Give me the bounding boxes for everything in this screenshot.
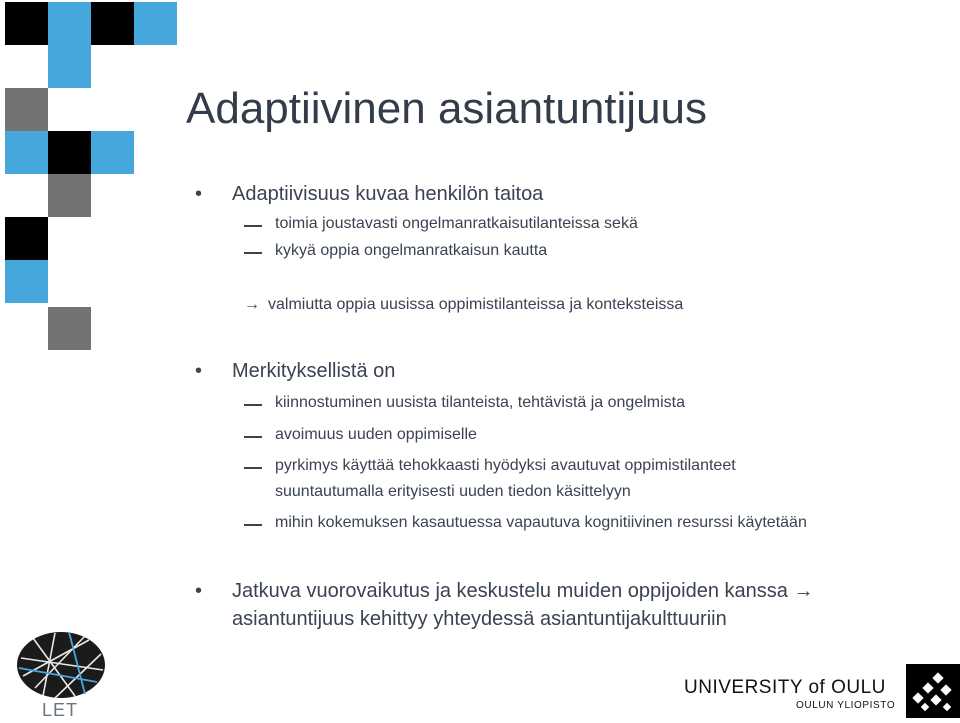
section-3-heading-line-2: asiantuntijuus kehittyy yhteydessä asiantuntijakulttuuriin [232, 608, 727, 630]
section-3-heading-text: Jatkuva vuorovaikutus ja keskustelu muiden oppijoiden kanssa [232, 580, 788, 602]
section-3-heading-line-1 [232, 580, 813, 603]
arrow-icon: → [793, 580, 814, 602]
section-2-item-3-continued: suuntautumalla erityisesti uuden tiedon käsittelyyn [275, 483, 631, 500]
dash-marker [244, 252, 262, 254]
square-gray [48, 174, 91, 217]
section-2-item-3: pyrkimys käyttää tehokkaasti hyödyksi avautuvat oppimistilanteet [275, 457, 736, 474]
dash-marker [244, 436, 262, 438]
section-2-heading: Merkityksellistä on [232, 360, 396, 382]
slide-title: Adaptiivinen asiantuntijuus [186, 84, 708, 133]
section-2-item-4: mihin kokemuksen kasautuessa vapautuva kognitiivinen resurssi käytetään [275, 514, 807, 531]
dash-marker [244, 225, 262, 227]
section-1-item-1: toimia joustavasti ongelmanratkaisutilanteissa sekä [275, 215, 638, 232]
square-blue [5, 260, 48, 303]
square-black [5, 217, 48, 260]
section-1-arrow-text: valmiutta oppia uusissa oppimistilanteissa ja konteksteissa [268, 296, 684, 313]
let-logo-graphic [15, 630, 107, 700]
square-black [48, 131, 91, 174]
square-blue [134, 2, 177, 45]
bullet-2: • [195, 360, 203, 382]
square-black [91, 2, 134, 45]
square-blue [48, 2, 91, 45]
dash-marker [244, 467, 262, 469]
square-black [5, 2, 48, 45]
dash-marker [244, 404, 262, 406]
square-blue [5, 131, 48, 174]
university-emblem-icon [906, 664, 960, 718]
section-2-item-2: avoimuus uuden oppimiselle [275, 426, 477, 443]
bullet-3: • [195, 580, 203, 602]
university-name: UNIVERSITY of OULU [684, 677, 886, 698]
bullet-1: • [195, 183, 203, 205]
section-2-item-1: kiinnostuminen uusista tilanteista, tehtävistä ja ongelmista [275, 394, 685, 411]
arrow-icon: → [244, 296, 260, 313]
square-blue [91, 131, 134, 174]
square-gray [5, 88, 48, 131]
dash-marker [244, 524, 262, 526]
let-logo-text: LET [42, 700, 79, 720]
university-subtitle: OULUN YLIOPISTO [796, 700, 896, 711]
square-gray [48, 307, 91, 350]
square-blue [48, 45, 91, 88]
section-1-heading: Adaptiivisuus kuvaa henkilön taitoa [232, 183, 544, 205]
section-1-item-2: kykyä oppia ongelmanratkaisun kautta [275, 242, 548, 259]
